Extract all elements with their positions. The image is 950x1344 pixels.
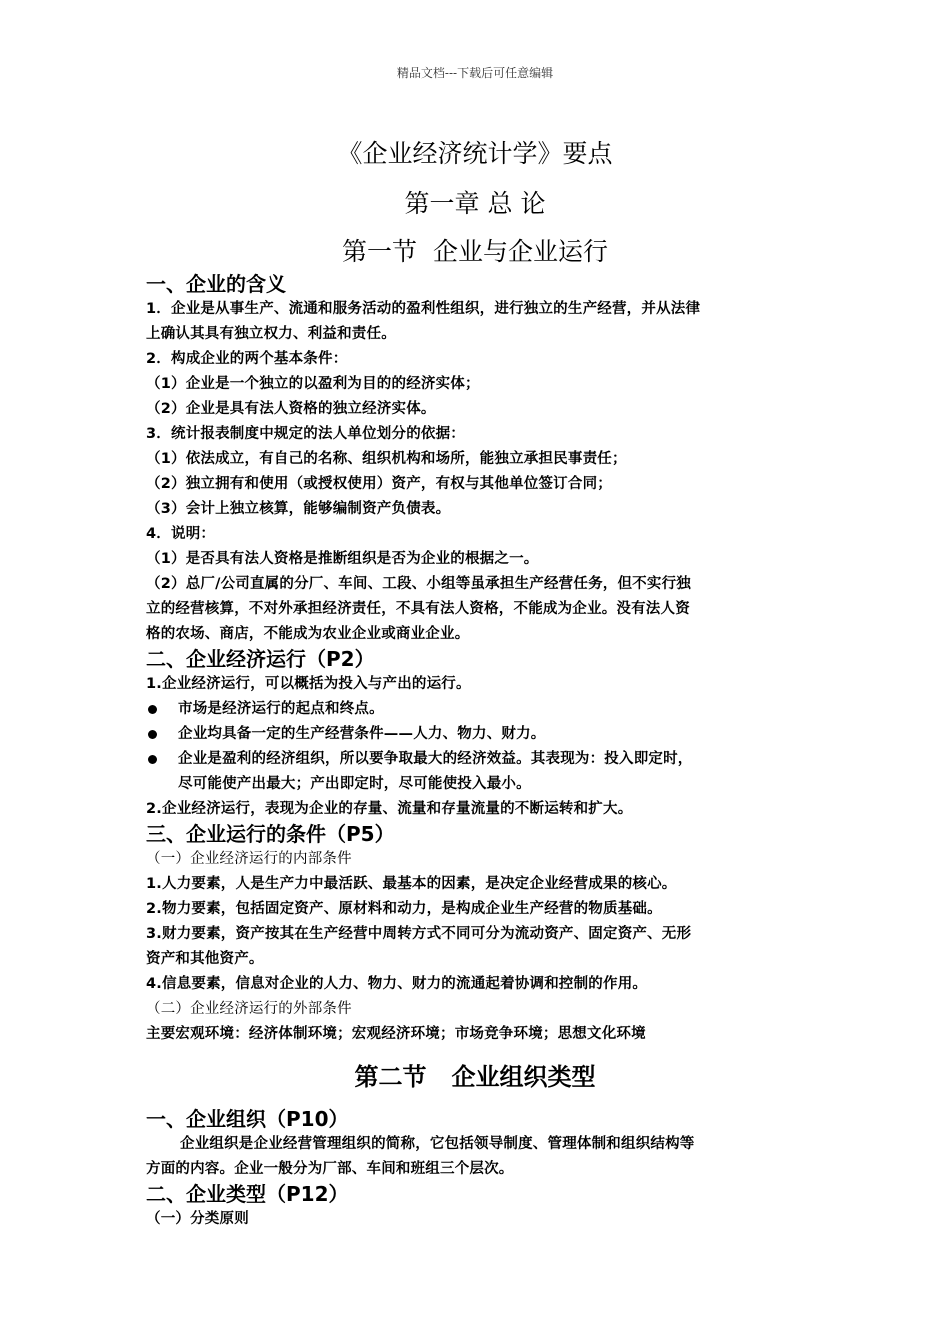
list-item: （2）独立拥有和使用（或授权使用）资产，有权与其他单位签订合同； [146, 476, 612, 492]
list-item: （1）依法成立，有自己的名称、组织机构和场所，能独立承担民事责任； [146, 451, 627, 467]
bullet-item: 市场是经济运行的起点和终点。 [146, 697, 816, 722]
paragraph: 2．构成企业的两个基本条件： [146, 351, 348, 367]
paragraph: 企业组织是企业经营管理组织的简称，它包括领导制度、管理体制和组织结构等 [180, 1136, 695, 1152]
paragraph: 1．企业是从事生产、流通和服务活动的盈利性组织，进行独立的生产经营，并从法律 [146, 301, 701, 317]
document-body [146, 272, 816, 1232]
list-item: （2）企业是具有法人资格的独立经济实体。 [146, 401, 436, 417]
heading-economic-operation: 二、企业经济运行（P2） [146, 647, 375, 671]
paragraph: 1.人力要素，人是生产力中最活跃、最基本的因素，是决定企业经营成果的核心。 [146, 876, 677, 892]
paragraph: 主要宏观环境：经济体制环境；宏观经济环境；市场竞争环境；思想文化环境 [146, 1026, 646, 1042]
document-title: 《企业经济统计学》要点 [337, 139, 613, 168]
bullet-continuation: 尽可能使产出最大；产出即定时，尽可能使投入最小。 [178, 776, 531, 792]
list-item: 立的经营核算，不对外承担经济责任，不具有法人资格，不能成为企业。没有法人资 [146, 601, 690, 617]
paragraph: 3.财力要素，资产按其在生产经营中周转方式不同可分为流动资产、固定资产、无形 [146, 926, 692, 942]
heading-enterprise-organization: 一、企业组织（P10） [146, 1107, 349, 1131]
paragraph: 4.信息要素，信息对企业的人力、物力、财力的流通起着协调和控制的作用。 [146, 976, 648, 992]
heading-operating-conditions: 三、企业运行的条件（P5） [146, 822, 395, 846]
bullet-icon [148, 705, 157, 714]
subheading: （一）分类原则 [146, 1211, 249, 1227]
section-1-title: 第一节 企业与企业运行 [342, 237, 608, 266]
bullet-item: 企业均具备一定的生产经营条件——人力、物力、财力。 [146, 722, 816, 747]
chapter-title: 第一章 总 论 [404, 189, 546, 218]
paragraph: 3．统计报表制度中规定的法人单位划分的依据： [146, 426, 465, 442]
list-item: （3）会计上独立核算，能够编制资产负债表。 [146, 501, 451, 517]
bullet-item: 企业是盈利的经济组织，所以要争取最大的经济效益。其表现为：投入即定时， [146, 747, 816, 772]
heading-enterprise-meaning: 一、企业的含义 [146, 272, 286, 296]
paragraph: 2.物力要素，包括固定资产、原材料和动力，是构成企业生产经营的物质基础。 [146, 901, 662, 917]
list-item: 格的农场、商店，不能成为农业企业或商业企业。 [146, 626, 470, 642]
header-note: 精品文档---下载后可任意编辑 [396, 66, 554, 80]
paragraph: 2.企业经济运行，表现为企业的存量、流量和存量流量的不断运转和扩大。 [146, 801, 633, 817]
list-item: （1）企业是一个独立的以盈利为目的的经济实体； [146, 376, 480, 392]
list-item: （1）是否具有法人资格是推断组织是否为企业的根据之一。 [146, 551, 539, 567]
list-item: （2）总厂/公司直属的分厂、车间、工段、小组等虽承担生产经营任务，但不实行独 [146, 576, 691, 592]
subheading: （一）企业经济运行的内部条件 [146, 851, 352, 867]
heading-enterprise-types: 二、企业类型（P12） [146, 1182, 349, 1206]
section-2-title: 第二节 企业组织类型 [354, 1063, 596, 1091]
bullet-icon [148, 755, 157, 764]
paragraph: 4．说明： [146, 526, 216, 542]
bullet-icon [148, 730, 157, 739]
paragraph: 1.企业经济运行，可以概括为投入与产出的运行。 [146, 676, 471, 692]
subheading: （二）企业经济运行的外部条件 [146, 1001, 352, 1017]
paragraph: 资产和其他资产。 [146, 951, 264, 967]
paragraph: 上确认其具有独立权力、利益和责任。 [146, 326, 396, 342]
paragraph: 方面的内容。企业一般分为厂部、车间和班组三个层次。 [146, 1161, 514, 1177]
